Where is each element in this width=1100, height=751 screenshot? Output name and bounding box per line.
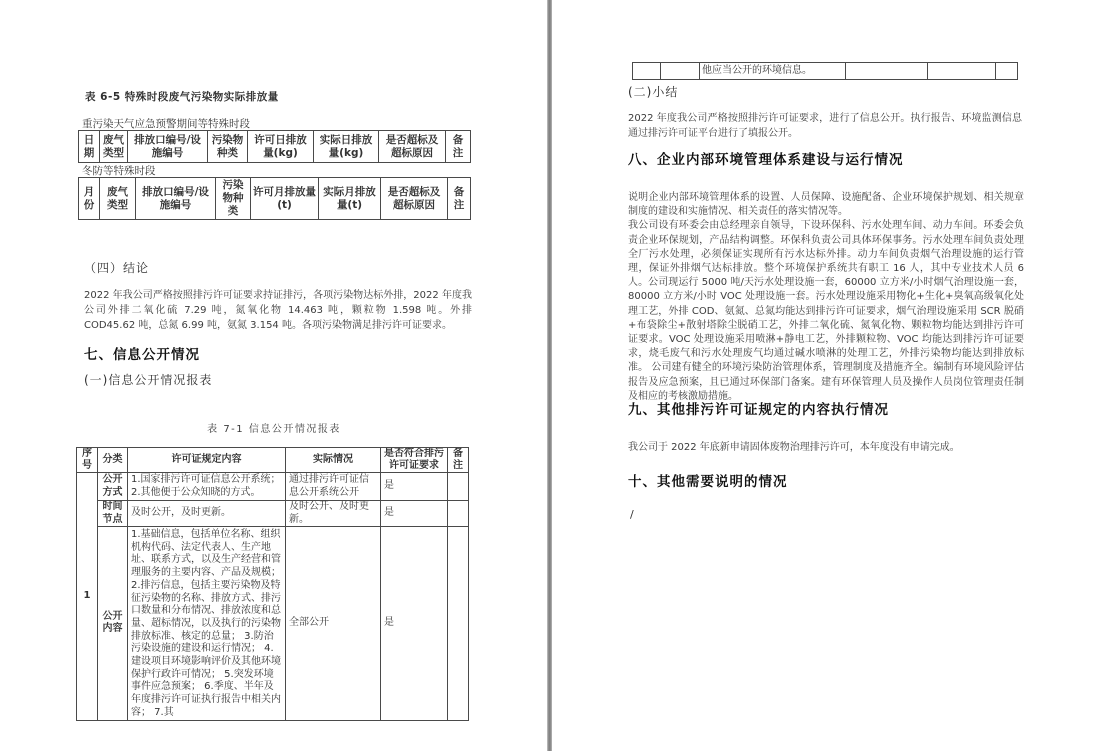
- section10-placeholder: /: [630, 508, 634, 521]
- col-header-exceed-reason: 是否超标及超标原因: [379, 131, 446, 163]
- table-6-5-caption: 表 6-5 特殊时段废气污染物实际排放量: [85, 91, 279, 103]
- table-row: [633, 63, 1018, 80]
- category-cell: [661, 63, 700, 80]
- summary-heading: (二)小结: [628, 85, 679, 99]
- table-header-row: [77, 448, 469, 473]
- col-header-category: 分类: [98, 448, 128, 473]
- seq-cell: 1: [77, 473, 98, 721]
- table-row: [77, 473, 469, 501]
- col-header-actual-daily: 实际日排放量(kg): [314, 131, 379, 163]
- daily-emission-table: [78, 130, 471, 163]
- col-header-gas-type: 废气类型: [100, 131, 128, 163]
- required-cell: 及时公开，及时更新。: [128, 501, 286, 527]
- col-header-permitted-daily: 许可日排放量(kg): [248, 131, 314, 163]
- col-header-pollutant: 污染物种类: [208, 131, 248, 163]
- col-header-outlet-id: 排放口编号/设施编号: [128, 131, 208, 163]
- col-header-gas-type: 废气类型: [100, 178, 136, 220]
- col-header-note: 备注: [446, 131, 471, 163]
- compliant-cell: [928, 63, 996, 80]
- section8-heading: 八、企业内部环境管理体系建设与运行情况: [628, 152, 904, 168]
- category-cell: 时间节点: [98, 501, 128, 527]
- summary-paragraph: 2022 年度我公司严格按照排污许可证要求，进行了信息公开。执行报告、环境监测信息通过排污许可证平台进行了填报公开。: [628, 113, 1022, 139]
- special-period-1-label: 重污染天气应急预警期间等特殊时段: [82, 118, 250, 130]
- section9-paragraph: 我公司于 2022 年底新申请固体废物治理排污许可，本年度没有申请完成。: [628, 442, 960, 453]
- table-row: [79, 131, 471, 163]
- col-header-permitted-monthly: 许可月排放量(t): [251, 178, 319, 220]
- required-cell: 他应当公开的环境信息。: [700, 63, 846, 80]
- col-header-actual: 实际情况: [286, 448, 381, 473]
- page-right: [552, 0, 1100, 751]
- col-header-seq: 序号: [77, 448, 98, 473]
- seq-cell: [633, 63, 661, 80]
- required-cell: 1.基础信息，包括单位名称、组织机构代码、法定代表人、生产地址、联系方式，以及生产经营和管理服务的主要内容、产品及规模；2.排污信息，包括主要污染物及特征污染物的名称、排放方式、排污口数量和分布情况、排放浓度和总量、超标情况，以及执行的污染物排放标准、核定的总量； 3.防治污染设施的建设和运行情况； 4.建设项目环境影响评价及其他环境保护行政许可情况； 5.突发环境事件应急预案； 6.季度、半年及年度排污许可证执行报告中相关内容； 7.其: [128, 527, 286, 721]
- conclusion-paragraph: 2022 年我公司严格按照排污许可证要求持证排污，各项污染物达标外排，2022 年度我公司外排二氧化硫 7.29 吨，氮氧化物 14.463 吨，颗粒物 1.598 吨。外排 COD45.62 吨，总氮 6.99 吨，氨氮 3.154 吨。各项污染物满足排污许可证要求。: [84, 290, 472, 331]
- section8-body: 我公司设有环委会由总经理亲自领导，下设环保科、污水处理车间、动力车间。环委会负责企业环保规划，产品结构调整。环保科负责公司具体环保事务。污水处理车间负责处理全厂污水处理，必须保证实现所有污水达标外排。动力车间负责烟气治理设施的运行管理，保证外排烟气达标排放。整个环境保护系统共有职工 16 人，其中专业技术人员 6 人。公司现运行 5000 吨/天污水处理设施一套，60000 立方米/小时烟气治理设施一套，80000 立方米/小时 VOC 处理设施一套。污水处理设施采用物化+生化+臭氧高级氧化处理工艺，外排 COD、氨氮、总氮均能达到排污许可证要求，烟气治理设施采用 SCR 脱硝+布袋除尘+散射塔除尘脱硝工艺，外排二氧化硫、氮氧化物、颗粒物均能达到排污许可证要求。VOC 处理设施采用喷淋+静电工艺，外排颗粒物、VOC 均能达到排污许可证要求，烧毛废气和污水处理废气均通过碱水喷淋的处理工艺，外排污染物均能达到排放标准。 公司建有健全的环境污染防治管理体系，管理制度及措施齐全。编制有环境风险评估报告及应急预案，且已通过环保部门备案。建有环保管理人员及操作人员岗位管理责任制及相应的考核激励措施。: [628, 220, 1024, 402]
- note-cell: [996, 63, 1018, 80]
- col-header-month: 月份: [79, 178, 100, 220]
- col-header-required: 许可证规定内容: [128, 448, 286, 473]
- note-cell: [448, 527, 469, 721]
- col-header-outlet-id: 排放口编号/设施编号: [136, 178, 216, 220]
- table-row: [79, 178, 471, 220]
- col-header-note: 备注: [448, 178, 471, 220]
- col-header-note: 备注: [448, 448, 469, 473]
- required-cell: 1.国家排污许可证信息公开系统；2.其他便于公众知晓的方式。: [128, 473, 286, 501]
- actual-cell: 全部公开: [286, 527, 381, 721]
- section7-subheading: (一)信息公开情况报表: [84, 373, 213, 387]
- col-header-exceed-reason: 是否超标及超标原因: [381, 178, 448, 220]
- table-row: [77, 501, 469, 527]
- section8-paragraphs: [628, 191, 1024, 404]
- actual-cell: 及时公开、及时更新。: [286, 501, 381, 527]
- table-7-1-caption: 表 7-1 信息公开情况报表: [207, 424, 341, 435]
- page-left: [0, 0, 548, 751]
- actual-cell: 通过排污许可证信息公开系统公开: [286, 473, 381, 501]
- note-cell: [448, 473, 469, 501]
- compliant-cell: 是: [381, 501, 448, 527]
- col-header-date: 日期: [79, 131, 100, 163]
- category-cell: 公开方式: [98, 473, 128, 501]
- note-cell: [448, 501, 469, 527]
- category-cell: 公开内容: [98, 527, 128, 721]
- section9-heading: 九、其他排污许可证规定的内容执行情况: [628, 402, 889, 418]
- compliant-cell: 是: [381, 527, 448, 721]
- col-header-compliant: 是否符合排污许可证要求: [381, 448, 448, 473]
- col-header-pollutant: 污染物种类: [216, 178, 251, 220]
- col-header-actual-monthly: 实际月排放量(t): [319, 178, 381, 220]
- section8-intro: 说明企业内部环境管理体系的设置、人员保障、设施配备、企业环境保护规划、相关规章制度的建设和实施情况、相关责任的落实情况等。: [628, 192, 1024, 218]
- special-period-2-label: 冬防等特殊时段: [82, 165, 156, 177]
- table-row: [77, 527, 469, 721]
- section10-heading: 十、其他需要说明的情况: [628, 474, 788, 490]
- info-disclosure-table-continuation: [632, 62, 1018, 80]
- conclusion-heading: （四）结论: [84, 261, 150, 275]
- monthly-emission-table: [78, 177, 471, 220]
- compliant-cell: 是: [381, 473, 448, 501]
- actual-cell: [846, 63, 928, 80]
- section7-heading: 七、信息公开情况: [84, 347, 200, 363]
- info-disclosure-table: [76, 447, 469, 721]
